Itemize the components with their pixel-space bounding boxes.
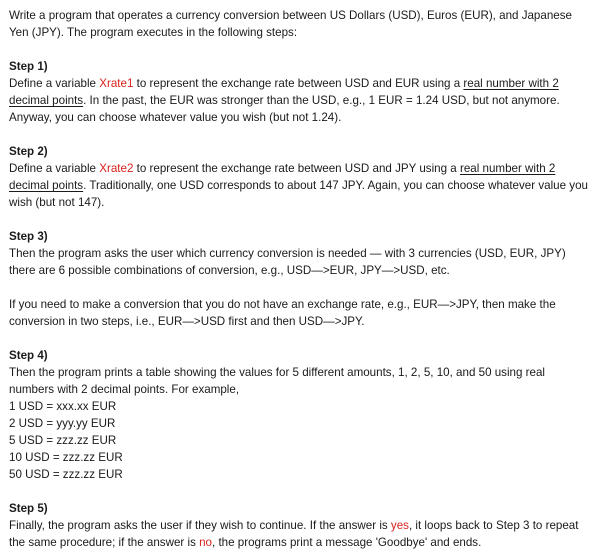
spacer	[9, 279, 589, 296]
step-1-title: Step 1)	[9, 60, 48, 73]
example-line: 50 USD = zzz.zz EUR	[9, 468, 123, 481]
step-3-paragraph-1: Then the program asks the user which currency conversion is needed — with 3 currencies (USD, EUR, JPY) there are 6 possible combinations of conversion, e.g., USD—>EUR, JPY—>USD, etc.	[9, 247, 566, 277]
example-line: 5 USD = zzz.zz EUR	[9, 434, 117, 447]
example-line: 1 USD = xxx.xx EUR	[9, 400, 117, 413]
step-2-title: Step 2)	[9, 145, 48, 158]
step-1-text-c: . In the past, the EUR was stronger than the USD, e.g., 1 EUR = 1.24 USD, but not anymore. Anyway, you can choose whatever value you wish (but not 1.24).	[9, 94, 560, 124]
real-number-link-1[interactable]: real number with 2 decimal points	[9, 77, 559, 107]
step-5-text-c: , the programs print a message 'Goodbye' and ends.	[212, 536, 482, 549]
step-2-text	[9, 160, 589, 211]
step-1-text	[9, 75, 589, 126]
step-2-text-a: Define a variable	[9, 162, 100, 175]
step-5-section	[9, 500, 589, 551]
real-number-link-2[interactable]: real number with 2 decimal points	[9, 162, 556, 192]
step-5-text-a: Finally, the program asks the user if they wish to continue. If the answer is	[9, 519, 391, 532]
variable-xrate2: Xrate2	[99, 162, 134, 175]
step-4-title: Step 4)	[9, 349, 48, 362]
step-2-section	[9, 143, 589, 211]
intro-text: Write a program that operates a currency conversion between US Dollars (USD), Euros (EUR), and Japanese Yen (JPY). The program executes in the following steps:	[9, 9, 572, 39]
example-line: 10 USD = zzz.zz EUR	[9, 451, 123, 464]
step-5-text	[9, 517, 589, 551]
step-5-title: Step 5)	[9, 502, 48, 515]
step-5-text-b: , it loops back to Step 3 to repeat the same procedure; if the answer is	[9, 519, 579, 549]
answer-yes: yes	[390, 519, 409, 532]
example-line: 2 USD = yyy.yy EUR	[9, 417, 116, 430]
answer-no: no	[199, 536, 213, 549]
step-3-paragraph-2: If you need to make a conversion that you do not have an exchange rate, e.g., EUR—>JPY, then make the conversion in two steps, i.e., EUR—>USD first and then USD—>JPY.	[9, 298, 556, 328]
step-3-title: Step 3)	[9, 230, 48, 243]
step-2-text-b: to represent the exchange rate between USD and JPY using a	[133, 162, 460, 175]
step-1-section	[9, 58, 589, 126]
step-3-section	[9, 228, 589, 330]
step-1-text-b: to represent the exchange rate between USD and EUR using a	[133, 77, 464, 90]
step-2-text-c: . Traditionally, one USD corresponds to about 147 JPY. Again, you can choose whatever value you wish (but not 147).	[9, 179, 588, 209]
step-4-text: Then the program prints a table showing the values for 5 different amounts, 1, 2, 5, 10, and 50 using real numbers with 2 decimal points. For example,	[9, 366, 546, 396]
step-1-text-a: Define a variable	[9, 77, 100, 90]
variable-xrate1: Xrate1	[99, 77, 134, 90]
step-4-section	[9, 347, 589, 483]
